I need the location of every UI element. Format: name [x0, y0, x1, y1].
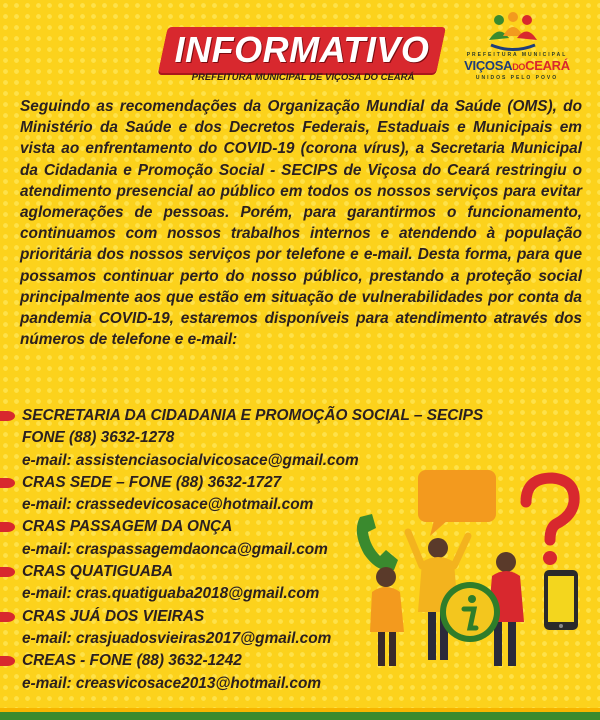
info-icon: [440, 582, 500, 642]
municipality-logo: [447, 12, 587, 84]
bullet-icon: [0, 478, 15, 488]
bullet-icon: [0, 656, 15, 666]
communication-illustration: [350, 462, 600, 682]
contact-cras-quatiguaba-email: e-mail: cras.quatiguaba2018@gmail.com: [22, 585, 320, 603]
contact-creas-title: CREAS - FONE (88) 3632-1242: [0, 650, 420, 672]
bullet-icon: [0, 567, 15, 577]
contact-cras-sede-title: CRAS SEDE – FONE (88) 3632-1727: [0, 472, 420, 494]
logo-tagline: UNIDOS PELO POVO: [475, 75, 559, 81]
page-subtitle: PREFEITURA MUNICIPAL DE VIÇOSA DO CEARÁ: [191, 72, 415, 83]
contact-cras-quatiguaba-title: CRAS QUATIGUABA: [0, 561, 420, 583]
question-mark-icon: [526, 478, 574, 565]
contact-cras-sede-email: e-mail: crassedevicosace@hotmail.com: [22, 496, 314, 514]
smartphone-icon: [544, 570, 578, 630]
logo-name: VIÇOSADOCEARÁ: [464, 58, 570, 73]
bullet-icon: [0, 411, 15, 421]
contact-secips-phone: FONE (88) 3632-1278: [22, 429, 175, 447]
chat-bubble-icon: [418, 470, 496, 536]
logo-top-line: PREFEITURA MUNICIPAL: [466, 52, 568, 58]
contact-secips-title: SECRETARIA DA CIDADANIA E PROMOÇÃO SOCIAL – SECIPS: [0, 405, 420, 427]
bullet-icon: [0, 612, 15, 622]
contact-cras-passagem-email: e-mail: craspassagemdaonca@gmail.com: [22, 540, 328, 558]
bottom-band: [0, 712, 600, 720]
contact-secips-email: e-mail: assistenciasocialvicosace@gmail.com: [22, 451, 359, 469]
contact-cras-passagem-title: CRAS PASSAGEM DA ONÇA: [0, 516, 420, 538]
page-title: INFORMATIVO: [174, 29, 430, 70]
phone-icon: [357, 514, 398, 571]
logo-people-icon: [485, 12, 541, 52]
contact-cras-jua-title: CRAS JUÁ DOS VIEIRAS: [0, 606, 420, 628]
contact-cras-jua-email: e-mail: crasjuadosvieiras2017@gmail.com: [22, 629, 332, 647]
intro-paragraph: Seguindo as recomendações da Organização Mundial da Saúde (OMS), do Ministério da Saúde e dos Decretos Federais, Estaduais e Municipais em vista ao enfrentamento do COVID-19 (corona vírus), a Secretaria Municipal da Cidadania e Promoção Social - SECIPS de Viçosa do Ceará restringiu o atendimento presencial ao público em todos os nossos serviços para evitar aglomerações de pessoas. Porém, para garantirmos o funcionamento, continuamos com nossos trabalhos internos e atendendo à população prioritária dos nossos serviços por telefone e e-mail. Desta forma, para que possamos continuar perto do nosso público, prestando a proteção social principalmente aos que estão em situação de vulnerabilidades por conta da pandemia COVID-19, estaremos disponíveis para atendimento através dos números de telefone e e-mail:: [20, 98, 582, 349]
bullet-icon: [0, 522, 15, 532]
contact-creas-email: e-mail: creasvicosace2013@hotmail.com: [22, 674, 322, 692]
